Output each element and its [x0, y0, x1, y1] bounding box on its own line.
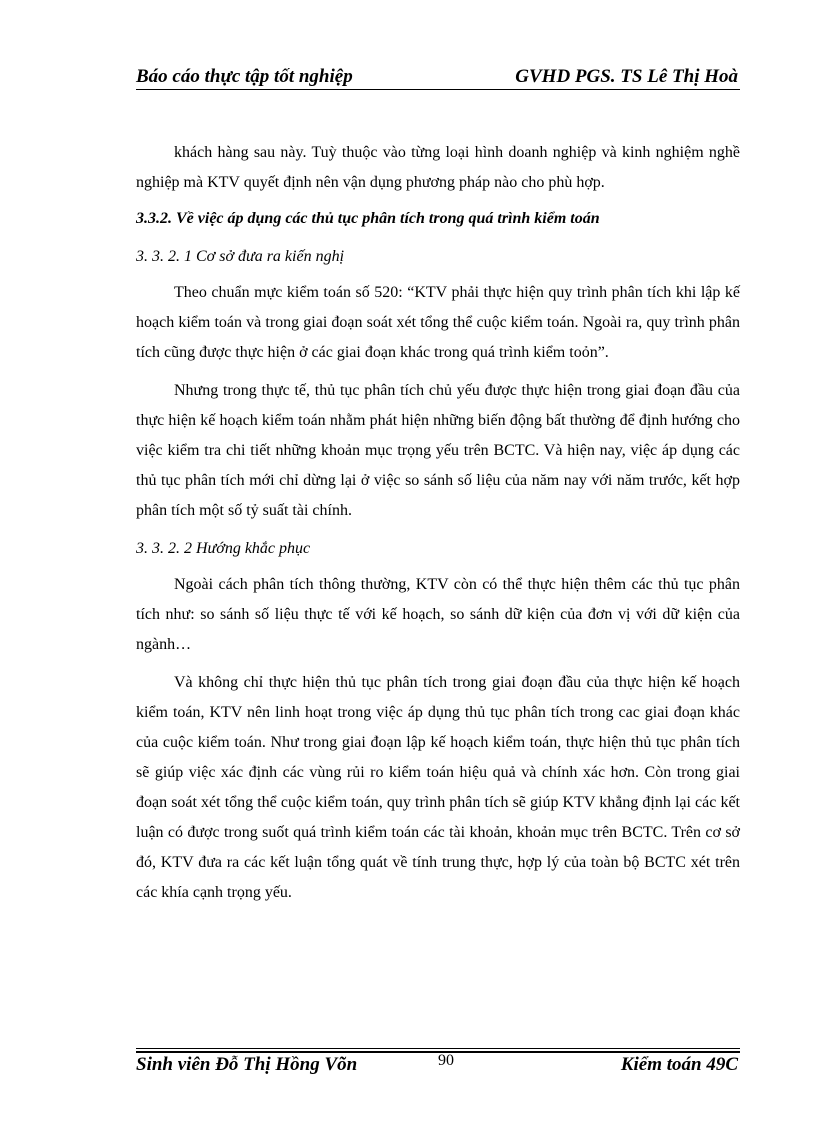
paragraph-2: Theo chuẩn mực kiểm toán số 520: “KTV phải thực hiện quy trình phân tích khi lập kế hoạch kiểm toán và trong giai đoạn soát xét tổng thể cuộc kiểm toán. Ngoài ra, quy trình phân tích cũng được thực hiện ở các giai đoạn khác trong quá trình kiểm toỏn”. [136, 284, 740, 361]
paragraph-5: Và không chỉ thực hiện thủ tục phân tích trong giai đoạn đầu của thực hiện kế hoạch kiểm toán, KTV nên linh hoạt trong việc áp dụng thủ tục phân tích trong cac giai đoạn khác của cuộc kiểm toán. Như trong giai đoạn lập kế hoạch kiểm toán, thực hiện thủ tục phân tích sẽ giúp việc xác định các vùng rủi ro kiểm toán hiệu quả và chính xác hơn. Còn trong giai đoạn soát xét tổng thể cuộc kiểm toán, quy trình phân tích sẽ giúp KTV khẳng định lại các kết luận có được trong suốt quá trình kiểm toán các tài khoản, khoản mục trên BCTC. Trên cơ sở đó, KTV đưa ra các kết luận tổng quát về tính trung thực, hợp lý của toàn bộ BCTC xét trên các khía cạnh trọng yếu. [136, 674, 740, 901]
paragraph-3: Nhưng trong thực tế, thủ tục phân tích chủ yếu được thực hiện trong giai đoạn đầu của thực hiện kế hoạch kiểm toán nhằm phát hiện những biến động bất thường để định hướng cho việc kiểm tra chi tiết những khoản mục trọng yếu trên BCTC. Và hiện nay, việc áp dụng các thủ tục phân tích mới chỉ dừng lại ở việc so sánh số liệu của năm nay với năm trước, kết hợp phân tích một số tỷ suất tài chính. [136, 382, 740, 519]
section-heading-3-3-2: 3.3.2. Về việc áp dụng các thủ tục phân tích trong quá trình kiểm toán [136, 210, 600, 227]
page-body [136, 138, 740, 908]
footer-class: Kiểm toán 49C [620, 1054, 738, 1075]
page-header [136, 60, 740, 90]
page-footer [136, 1046, 740, 1086]
header-report-title: Báo cáo thực tập tốt nghiệp [136, 66, 353, 87]
header-rule [136, 89, 740, 90]
footer-student-name: Sinh viên Đỗ Thị Hồng Võn [136, 1054, 358, 1075]
subsection-heading-3-3-2-2: 3. 3. 2. 2 Hướng khắc phục [136, 540, 311, 557]
paragraph-4: Ngoài cách phân tích thông thường, KTV còn có thể thực hiện thêm các thủ tục phân tích như: so sánh số liệu thực tế với kế hoạch, so sánh dữ kiện của đơn vị với dữ kiện của ngành… [136, 576, 740, 653]
footer-rule-thin [136, 1048, 740, 1049]
paragraph-1: khách hàng sau này. Tuỳ thuộc vào từng loại hình doanh nghiệp và kinh nghiệm nghề nghiệp mà KTV quyết định nên vận dụng phương pháp nào cho phù hợp. [136, 144, 740, 191]
header-supervisor: GVHD PGS. TS Lê Thị Hoà [515, 66, 738, 87]
subsection-heading-3-3-2-1: 3. 3. 2. 1 Cơ sở đưa ra kiến nghị [136, 248, 345, 265]
page-number: 90 [438, 1052, 454, 1069]
